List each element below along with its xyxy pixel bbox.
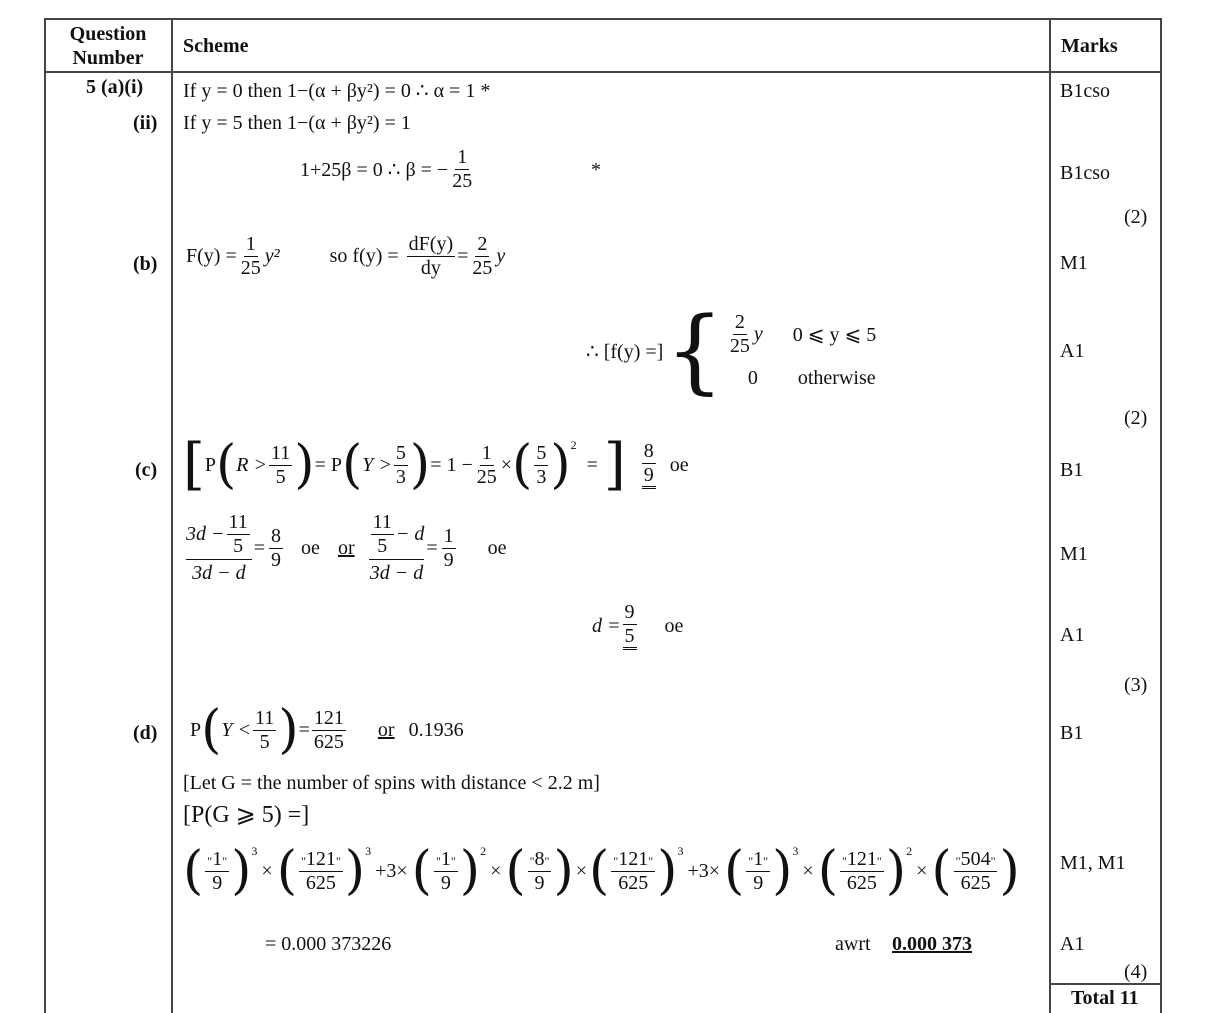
b-so: so f(y) = <box>329 245 399 267</box>
c-d-fraction <box>623 602 637 650</box>
mark-d-3: A1 <box>1060 933 1085 955</box>
c-l2b-eq: = <box>426 536 438 559</box>
d-eq: = <box>298 718 310 741</box>
c-oe-4: oe <box>664 614 684 637</box>
d-binomial-expression: ( $\frac{"1"}{9}$ ) $^3$ × ( $\frac{"121"}{625}$ ) $^3$ +3× ( $\frac{"1"}{9}$ ) $^2$ × ( $\frac{"8"}{9}$ ) × ( $\frac{"121"}{625}$ ) $^3$ +3× ( $\frac{"1"}{9}$ ) $^3$ × ( $\frac{"121"}{625}$ ) $^2$ × ( $\frac{"504"}{625}$ ) <box>183 841 1020 901</box>
b-line-1 <box>186 234 505 279</box>
header-question-number: Question Number <box>69 23 147 69</box>
mark-d-total: (4) <box>1124 961 1148 983</box>
c-l2-r-num: 8 <box>271 524 282 547</box>
c-paren-open-1: ( <box>215 435 237 495</box>
c-eq-p: = P <box>314 453 342 476</box>
c-close-bracket: ] <box>603 432 626 497</box>
c-l2b-den: 3d − d <box>369 562 424 584</box>
c-paren-close-2: ) <box>409 435 431 495</box>
b-f-num: 2 <box>477 233 488 255</box>
c-den-25: 25 <box>476 465 497 488</box>
mark-a-i: B1cso <box>1060 80 1110 102</box>
mark-a-ii: B1cso <box>1060 162 1110 184</box>
mark-b-total: (2) <box>1124 407 1148 429</box>
c-oe-1: oe <box>669 453 689 476</box>
c-answer-num: 8 <box>643 440 654 462</box>
mark-a-total: (2) <box>1124 206 1148 228</box>
d-result: = 0.000 373226 <box>265 933 392 955</box>
b-F-lhs: F(y) = <box>186 245 237 267</box>
c-den-3-b: 3 <box>536 465 547 488</box>
d-result-den: 625 <box>313 730 344 753</box>
d-let-text: [Let G = the number of spins with distance < 2.2 m] <box>183 772 600 794</box>
d-or: or <box>377 718 395 741</box>
b-brace: { <box>665 297 724 404</box>
c-l2b-num-11: 11 <box>372 511 392 533</box>
c-num-5-b: 5 <box>536 441 547 464</box>
c-times: × <box>500 453 513 476</box>
c-den-3: 3 <box>395 465 406 488</box>
b-F-den: 25 <box>240 257 261 279</box>
c-l2b-r-den: 9 <box>443 548 454 571</box>
c-open-bracket: [ <box>183 432 205 497</box>
c-answer-den: 9 <box>642 464 656 489</box>
d-result-num: 121 <box>313 706 344 729</box>
c-p1: P <box>204 453 216 476</box>
c-eq-final: = <box>586 453 598 476</box>
c-oe-3: oe <box>487 536 507 559</box>
mark-grand-total: Total 11 <box>1071 987 1139 1009</box>
c-num-1: 1 <box>481 441 492 464</box>
c-eq-1-minus: = 1 − <box>430 453 473 476</box>
d-line-1 <box>190 700 464 760</box>
d-Y-lt: Y < <box>221 718 252 741</box>
mark-b-1: M1 <box>1060 252 1088 274</box>
d-decimal: 0.1936 <box>408 718 464 741</box>
part-label-a-i: 5 (a)(i) <box>86 76 144 98</box>
c-frac-5-3-b <box>534 443 548 488</box>
mark-d-1: B1 <box>1060 722 1084 744</box>
c-l2b-r-fraction <box>442 526 456 571</box>
c-or: or <box>337 536 355 559</box>
c-paren-close-1: ) <box>294 435 315 495</box>
b-derivative <box>407 234 455 279</box>
c-l2-den-5: 5 <box>233 535 244 557</box>
a-line-3-text: 1+25β = 0 ∴ β = − <box>300 159 449 181</box>
mark-b-2: A1 <box>1060 340 1085 362</box>
c-d-den: 5 <box>623 625 637 650</box>
c-l2b-r-num: 1 <box>443 524 454 547</box>
c-l2-r-fraction <box>269 526 283 571</box>
c-Y-gt: Y > <box>362 453 392 476</box>
mark-d-2: M1, M1 <box>1060 852 1126 874</box>
b-case1-den: 25 <box>729 335 750 357</box>
d-num-11: 11 <box>255 706 275 729</box>
c-frac-1-25 <box>475 443 499 488</box>
b-d-den: dy <box>420 257 441 279</box>
c-num-5: 5 <box>395 441 406 464</box>
beta-numerator: 1 <box>457 146 468 168</box>
d-paren-close: ) <box>278 700 299 760</box>
c-l2-r-den: 9 <box>271 548 282 571</box>
b-case1-var: y <box>753 323 763 345</box>
c-d-lhs: d = <box>592 614 621 637</box>
c-frac-5-3 <box>394 443 408 488</box>
part-label-a-ii: (ii) <box>133 112 158 134</box>
c-l2-den: 3d − d <box>192 562 246 584</box>
d-paren-open: ( <box>201 700 222 760</box>
c-l2b-tail: − d <box>395 523 425 545</box>
c-exp-2: 2 <box>570 437 577 452</box>
b-case1-fraction <box>728 312 752 357</box>
beta-fraction <box>450 147 474 192</box>
c-d-num: 9 <box>624 601 635 623</box>
c-R-gt: R > <box>236 453 267 476</box>
b-piecewise <box>586 297 877 404</box>
a-star: * <box>591 159 601 181</box>
c-frac-11-5 <box>269 443 292 488</box>
d-pg-text: [P(G ⩾ 5) =] <box>183 802 310 828</box>
d-den-5: 5 <box>259 730 270 753</box>
b-f-tail: y <box>496 245 506 267</box>
c-answer-fraction <box>642 441 656 489</box>
d-p: P <box>190 718 202 741</box>
c-l2-eq: = <box>253 536 266 559</box>
b-eq: = <box>457 245 469 267</box>
b-case2-cond: otherwise <box>797 367 876 389</box>
part-label-d: (d) <box>133 722 158 744</box>
b-F-tail: y² <box>264 245 280 267</box>
mark-c-total: (3) <box>1124 674 1148 696</box>
d-final-answer: 0.000 373 <box>892 933 972 955</box>
c-l2-num-11: 11 <box>228 511 248 533</box>
c-l2-frac-11-5 <box>227 512 250 557</box>
part-label-c: (c) <box>135 459 158 481</box>
mark-c-1: B1 <box>1060 459 1084 481</box>
b-case1-num: 2 <box>734 311 745 333</box>
mark-c-3: A1 <box>1060 624 1085 646</box>
c-line-3 <box>592 602 683 650</box>
c-paren-open-3: ( <box>512 435 533 495</box>
c-l2b-frac-11-5 <box>371 512 394 557</box>
b-F-fraction <box>239 234 263 279</box>
b-f-den: 25 <box>472 257 493 279</box>
c-paren-close-3: ) <box>550 435 571 495</box>
a-line-3 <box>300 147 476 192</box>
c-3d-minus: 3d − <box>186 523 225 545</box>
c-num-11: 11 <box>271 441 291 464</box>
header-marks: Marks <box>1061 35 1118 57</box>
c-oe-2: oe <box>301 536 320 559</box>
part-label-b: (b) <box>133 253 158 275</box>
b-therefore: ∴ [f(y) =] <box>586 340 664 363</box>
beta-denominator: 25 <box>452 170 473 192</box>
header-scheme: Scheme <box>183 35 249 57</box>
d-frac-11-5 <box>253 708 276 753</box>
c-line-1 <box>183 432 689 497</box>
b-case1-cond: 0 ⩽ y ⩽ 5 <box>792 324 877 346</box>
c-l2b-den-5: 5 <box>377 535 388 557</box>
mark-c-2: M1 <box>1060 543 1088 565</box>
d-awrt: awrt <box>835 933 871 955</box>
c-paren-open-2: ( <box>341 435 363 495</box>
c-den-5: 5 <box>275 465 286 488</box>
b-case2-val: 0 <box>747 367 758 389</box>
c-line-2 <box>186 512 507 584</box>
b-f-fraction <box>470 234 494 279</box>
d-result-fraction <box>312 708 346 753</box>
a-line-1: If y = 0 then 1−(α + βy²) = 0 ∴ α = 1 * <box>183 80 491 102</box>
a-line-2: If y = 5 then 1−(α + βy²) = 1 <box>183 112 411 134</box>
b-F-num: 1 <box>245 233 256 255</box>
b-d-num: dF(y) <box>408 233 454 255</box>
